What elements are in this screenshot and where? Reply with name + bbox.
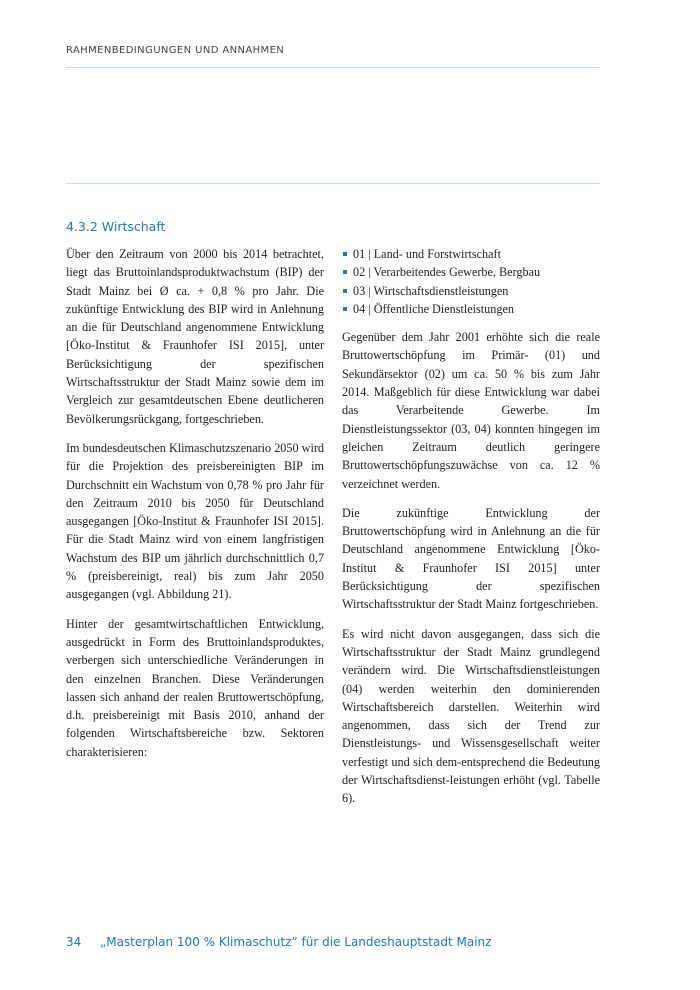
sector-list [342,245,600,318]
paragraph: Gegenüber dem Jahr 2001 erhöhte sich die reale Bruttowertschöpfung im Primär- (01) und Sekundärsektor (02) um ca. 50 % bis zum Jahr 2014. Maßgeblich für diese Entwicklung war dabei das Verarbeitende Gewerbe. Im Dienstleistungssektor (03, 04) konnten hingegen im gleichen Zeitraum deutlich geringere Bruttowertschöpfungszuwächse von ca. 12 % verzeichnet werden. [342,330,600,491]
page-number: 34 [66,935,82,949]
list-item-label: 02 | Verarbeitendes Gewerbe, Bergbau [353,265,541,280]
right-column [342,245,600,819]
paragraph: Im bundesdeutschen Klimaschutzszenario 2050 wird für die Projektion des preisbereinigten BIP im Durchschnitt ein Wachstum von 0,78 % pro Jahr für den Zeitraum 2010 bis 2050 für Deutschland ausgegangen [Öko-Institut & Fraunhofer ISI 2015]. Für die Stadt Mainz wird von einem langfristigen Wachstum des BIP um jährlich durchschnittlich 0,7 % (preisbereinigt, real) bis zum Jahr 2050 ausgegangen (vgl. Abbildung 21). [66,440,324,602]
left-column [66,245,324,772]
footer-title: „Masterplan 100 % Klimaschutz“ für die Landeshauptstadt Mainz [100,935,492,949]
paragraph: Es wird nicht davon ausgegangen, dass sich die Wirtschaftsstruktur der Stadt Mainz grundlegend verändern wird. Die Wirtschaftsdienstleistungen (04) werden weiterhin den dominierenden Wirtschaftsbereich darstellen. Weiterhin wird angenommen, dass sich der Trend zur Dienstleistungs- und Wissensgesellschaft weiter verfestigt und sich dem-entsprechend die Bedeutung der Wirtschaftsdienst-leistungen erhöht (vgl. Tabelle 6). [342,626,600,806]
list-item [342,245,600,263]
square-bullet-icon [343,289,347,293]
running-header: RAHMENBEDINGUNGEN UND ANNAHMEN [66,45,285,56]
paragraph: Die zukünftige Entwicklung der Bruttowertschöpfung wird in Anlehnung an die für Deutschland angenommene Entwicklung [Öko-Institut & Fraunhofer ISI 2015] unter Berücksichtigung der spezifischen Wirtschaftsstruktur der Stadt Mainz fortgeschrieben. [342,505,600,612]
header-divider [66,67,600,68]
square-bullet-icon [343,252,347,256]
square-bullet-icon [343,270,347,274]
square-bullet-icon [343,307,347,311]
list-item-label: 04 | Öffentliche Dienstleistungen [353,301,514,316]
section-title: 4.3.2 Wirtschaft [66,219,166,234]
paragraph: Hinter der gesamtwirtschaftlichen Entwicklung, ausgedrückt in Form des Bruttoinlandsproduktes, verbergen sich unterschiedliche Veränderungen in den einzelnen Branchen. Diese Veränderungen lassen sich anhand der realen Bruttowertschöpfung, d.h. preisbereinigt mit Basis 2010, anhand der folgenden Wirtschaftsbereiche bzw. Sektoren charakterisieren: [66,616,324,759]
section-divider [66,183,600,184]
list-item [342,282,600,300]
list-item-label: 01 | Land- und Forstwirtschaft [353,247,501,261]
page-footer [66,935,491,949]
list-item-label: 03 | Wirtschaftsdienstleistungen [353,283,509,298]
list-item [342,263,600,281]
paragraph: Über den Zeitraum von 2000 bis 2014 betrachtet, liegt das Bruttoinlandsproduktwachstum (BIP) der Stadt Mainz bei Ø ca. + 0,8 % pro Jahr. Die zukünftige Entwicklung des BIP wird in Anlehnung an die für Deutschland angenommene Entwicklung [Öko-Institut & Fraunhofer ISI 2015], unter Berücksichtigung der spezifischen Wirtschaftsstruktur der Stadt Mainz sowie dem im Vergleich zur gesamtdeutschen Ebene deutlicheren Bevölkerungsrückgang, fortgeschrieben. [66,247,324,426]
list-item [342,300,600,318]
